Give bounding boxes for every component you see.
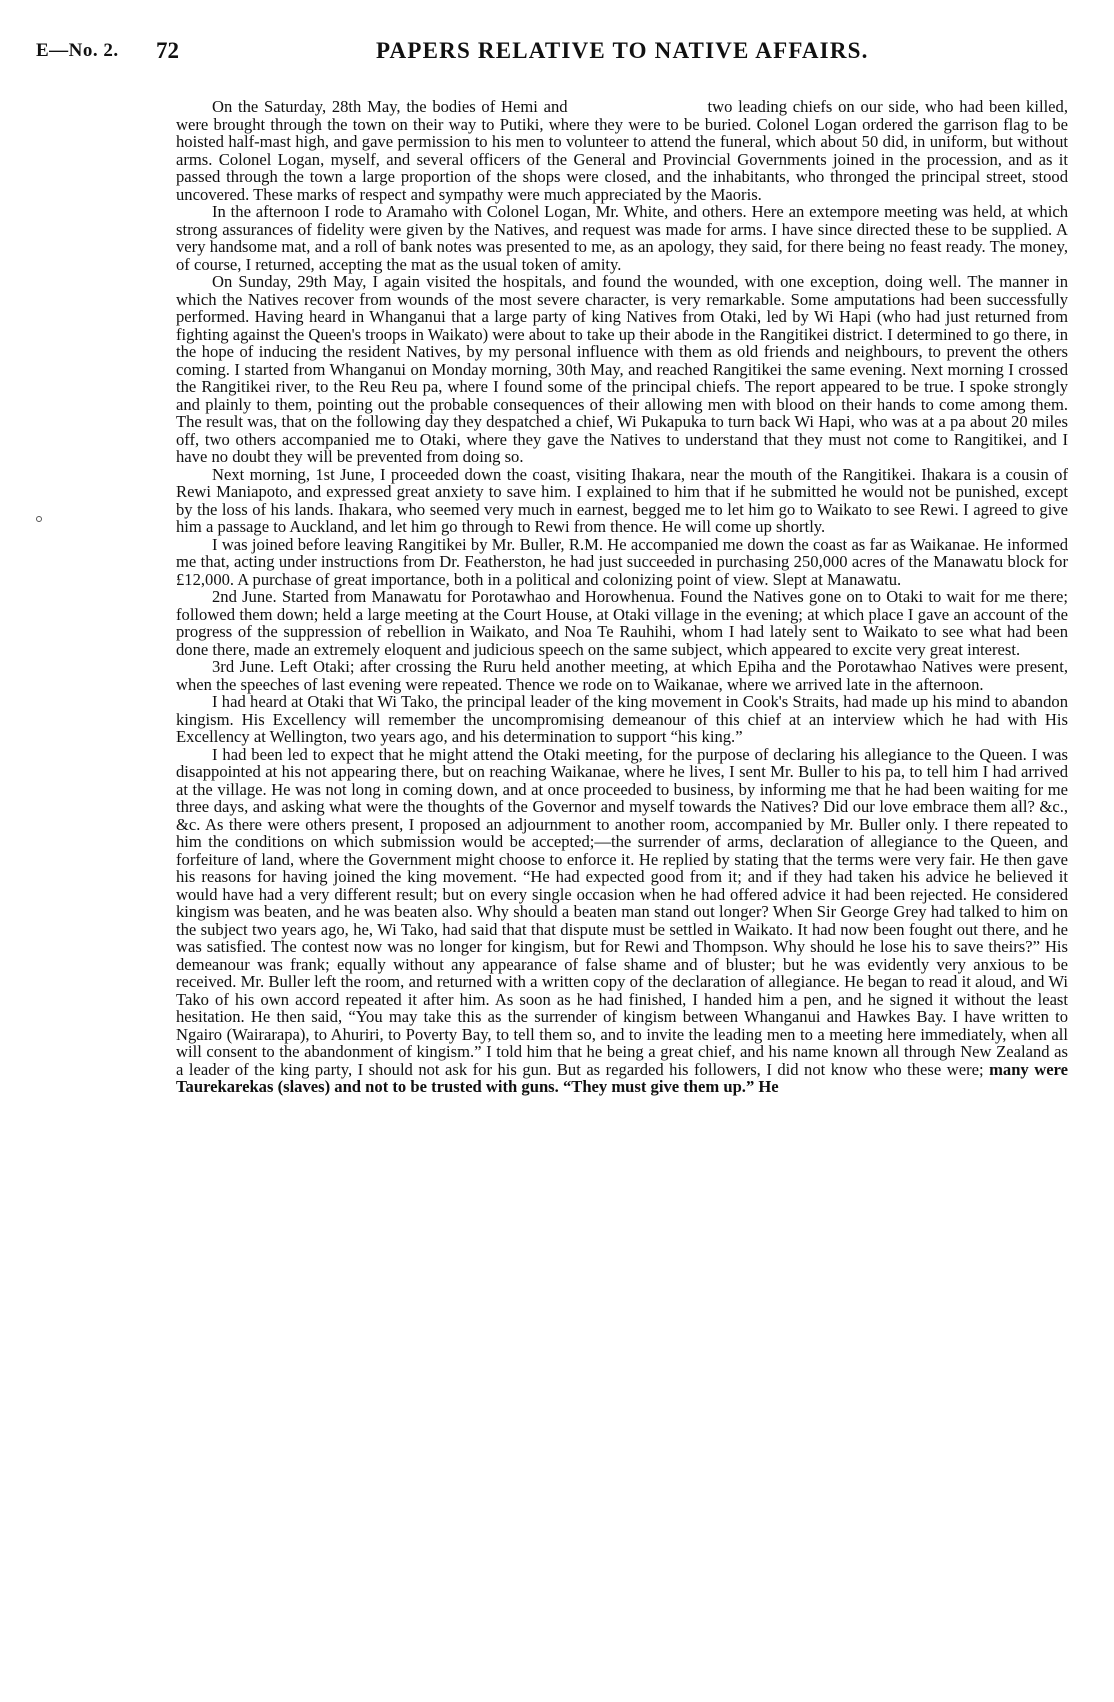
paragraph: In the afternoon I rode to Aramaho with Colonel Logan, Mr. White, and others. Here an extempore meeting was held, at which strong assurances of fidelity were given by the Natives, and request was made for arms. I have since directed these to be supplied. A very handsome mat, and a roll of bank notes was presented to me, as an apology, they said, for there being no feast ready. The money, of course, I returned, accepting the mat as the usual token of amity. [176,202,1068,274]
paragraph [176,98,1068,203]
page-title: PAPERS RELATIVE TO NATIVE AFFAIRS. [376,38,869,63]
paragraph-text: I had been led to expect that he might attend the Otaki meeting, for the purpose of declaring his allegiance to the Queen. I was disappointed at his not appearing there, but on reaching Waikanae, where he lives, I sent Mr. Buller to his pa, to tell him I had arrived at the village. He was not long in coming down, and at once proceeded to business, by informing me that he had been waiting for me three days, and asking what were the thoughts of the Governor and myself towards the Natives? Did our love embrace them all? &c., &c. As there were others present, I proposed an adjournment to another room, accompanied by Mr. Buller only. I there repeated to him the conditions on which submission would be accepted;—the surrender of arms, declaration of allegiance to the Queen, and forfeiture of land, where the Government might choose to enforce it. He replied by stating that the terms were very fair. He then gave his reasons for having joined the king movement. “He had expected good from it; and if they had taken his advice he believed it would have had a very different result; but on every single occasion when he had offered advice it had been rejected. He considered kingism was beaten, and he was beaten also. Why should a beaten man stand out longer? When Sir George Grey had talked to him on the subject two years ago, he, Wi Tako, had said that that dispute must be settled in Waikato. It had now been fought out there, and he was satisfied. The contest now was no longer for kingism, but for Rewi and Thompson. Why should he lose his to save theirs?” His demeanour was frank; equally without any appearance of false shame and of bluster; but he was evidently very anxious to be received. Mr. Buller left the room, and returned with a written copy of the declaration of allegiance. He began to read it aloud, and Wi Tako of his own accord repeated it after him. As soon as he had finished, I handed him a pen, and he signed it without the least hesitation. He then said, “You may take this as the surrender of kingism between Whanganui and Hawkes Bay. I have written to Ngairo (Wairarapa), to Ahuriri, to Poverty Bay, to tell them so, and to invite the leading men to a meeting here immediately, when all will consent to the abandonment of kingism.” I told him that he being a great chief, and his name known all through New Zealand as a leader of the king party, I should not ask for his gun. But as regarded his followers, I did not know who these were; [176,744,1068,1079]
paragraph: I was joined before leaving Rangitikei by Mr. Buller, R.M. He accompanied me down the coast as far as Waikanae. He informed me that, acting under instructions from Dr. Featherston, he had just succeeded in purchasing 250,000 acres of the Manawatu block for £12,000. A purchase of great importance, both in a political and colonizing point of view. Slept at Manawatu. [176,534,1068,589]
page-header [36,38,1074,72]
paragraph [176,746,1068,1096]
paragraph: Next morning, 1st June, I proceeded down the coast, visiting Ihakara, near the mouth of the Rangitikei. Ihakara is a cousin of Rewi Maniapoto, and expressed great anxiety to save him. I explained to him that if he submitted he would not be punished, except by the loss of his lands. Ihakara, who seemed very much in earnest, begged me to let him go to Waikato to see Rewi. I agreed to give him a passage to Auckland, and let him go through to Rewi from thence. He will come up shortly. [176,464,1068,536]
paragraph: On Sunday, 29th May, I again visited the hospitals, and found the wounded, with one exception, doing well. The manner in which the Natives recover from wounds of the most severe character, is very remarkable. Some amputations had been successfully performed. Having heard in Whanganui that a large party of king Natives from Otaki, led by Wi Hapi (who had just returned from fighting against the Queen's troops in Waikato) were about to take up their abode in the Rangitikei district. I determined to go there, in the hope of inducing the resident Natives, by my personal influence with them as old friends and neighbours, to prevent the others coming. I started from Whanganui on Monday morning, 30th May, and reached Rangitikei the same evening. Next morning I crossed the Rangitikei river, to the Reu Reu pa, where I found some of the principal chiefs. The report appeared to be true. I spoke strongly and plainly to them, pointing out the probable consequences of their allowing men with blood on their hands to come among them. The result was, that on the following day they despatched a chief, Wi Pukapuka to turn back Wi Hapi, who was at a pa about 20 miles off, two others accompanied me to Otaki, where they gave the Natives to understand that they must not come to Rangitikei, and I have no doubt they will be prevented from doing so. [176,272,1068,466]
body-text [176,98,1068,1096]
paragraph-text: two leading chiefs on our side, who had been killed, were brought through the town on their way to Putiki, where they were to be buried. Colonel Logan ordered the garrison flag to be hoisted half-mast high, and gave permission to his men to volunteer to attend the funeral, which about 50 did, in uniform, but without arms. Colonel Logan, myself, and several officers of the General and Provincial Governments joined in the procession, and as it passed through the town a large proportion of the shops were closed, and the inhabitants, who thronged the principal street, stood uncovered. These marks of respect and sympathy were much appreciated by the Maoris. [176,97,1068,204]
document-reference: E—No. 2. [36,40,119,61]
margin-dot [36,516,42,522]
paragraph: I had heard at Otaki that Wi Tako, the principal leader of the king movement in Cook's Straits, had made up his mind to abandon kingism. His Excellency will remember the uncompromising demeanour of this chief at an interview which he had with His Excellency at Wellington, two years ago, and his determination to support “his king.” [176,692,1068,746]
paragraph: 2nd June. Started from Manawatu for Porotawhao and Horowhenua. Found the Natives gone on to Otaki to wait for me there; followed them down; held a large meeting at the Court House, at Otaki village in the evening; at which place I gave an account of the progress of the suppression of rebellion in Waikato, and Noa Te Rauhihi, whom I had lately sent to Waikato to see what had been done there, made an extremely eloquent and judicious speech on the same subject, which appeared to excite very great interest. [176,587,1068,659]
page-number: 72 [156,38,179,63]
bold-text: many were Taurekarekas (slaves) and not to be trusted with guns. [176,1059,1068,1096]
paragraph: 3rd June. Left Otaki; after crossing the Ruru held another meeting, at which Epiha and the Porotawhao Natives were present, when the speeches of last evening were repeated. Thence we rode on to Waikanae, where we arrived late in the afternoon. [176,657,1068,694]
paragraph-text: On the Saturday, 28th May, the bodies of Hemi and [212,97,568,116]
bold-text: “They must give them up.” He [562,1077,779,1096]
